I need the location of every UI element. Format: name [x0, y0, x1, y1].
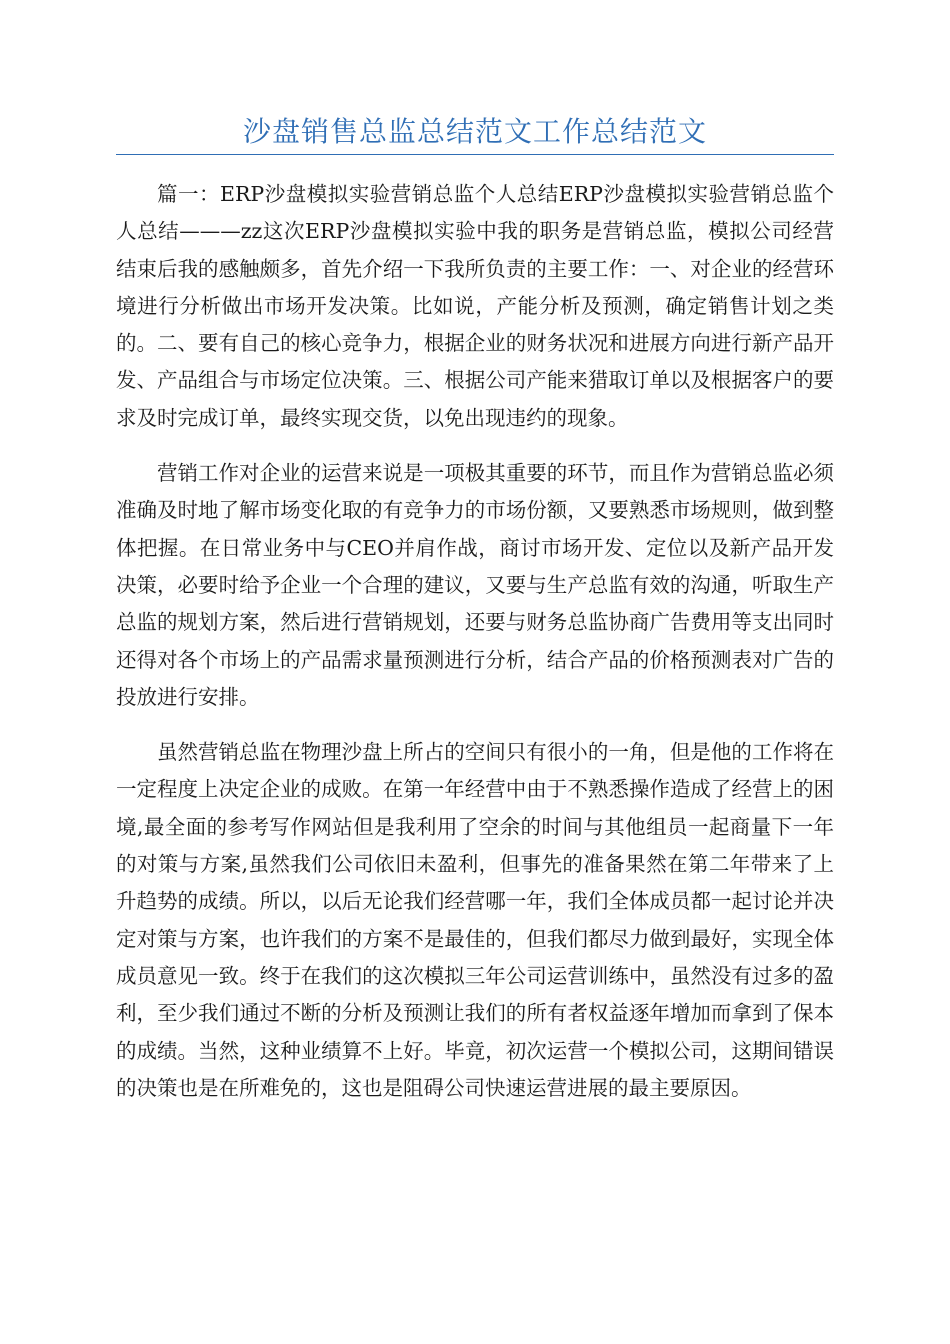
document-body: [116, 176, 834, 1125]
title-underline: [116, 154, 834, 155]
paragraph-1: 篇一：ERP沙盘模拟实验营销总监个人总结ERP沙盘模拟实验营销总监个人总结———zz这次ERP沙盘模拟实验中我的职务是营销总监，模拟公司经营结束后我的感触颇多，首先介绍一下我所负责的主要工作：一、对企业的经营环境进行分析做出市场开发决策。比如说，产能分析及预测，确定销售计划之类的。二、要有自己的核心竞争力，根据企业的财务状况和进展方向进行新产品开发、产品组合与市场定位决策。三、根据公司产能来猎取订单以及根据客户的要求及时完成订单，最终实现交货，以免出现违约的现象。: [116, 182, 834, 430]
document-title: 沙盘销售总监总结范文工作总结范文: [242, 115, 707, 148]
paragraph-2: 营销工作对企业的运营来说是一项极其重要的环节，而且作为营销总监必须准确及时地了解市场变化取的有竞争力的市场份额，又要熟悉市场规则，做到整体把握。在日常业务中与CEO并肩作战，商讨市场开发、定位以及新产品开发决策，必要时给予企业一个合理的建议，又要与生产总监有效的沟通，听取生产总监的规划方案，然后进行营销规划，还要与财务总监协商广告费用等支出同时还得对各个市场上的产品需求量预测进行分析，结合产品的价格预测表对广告的投放进行安排。: [116, 461, 834, 709]
paragraph-3: 虽然营销总监在物理沙盘上所占的空间只有很小的一角，但是他的工作将在一定程度上决定企业的成败。在第一年经营中由于不熟悉操作造成了经营上的困境,最全面的参考写作网站但是我利用了空余的时间与其他组员一起商量下一年的对策与方案,虽然我们公司依旧未盈利，但事先的准备果然在第二年带来了上升趋势的成绩。所以，以后无论我们经营哪一年，我们全体成员都一起讨论并决定对策与方案，也许我们的方案不是最佳的，但我们都尽力做到最好，实现全体成员意见一致。终于在我们的这次模拟三年公司运营训练中，虽然没有过多的盈利，至少我们通过不断的分析及预测让我们的所有者权益逐年增加而拿到了保本的成绩。当然，这种业绩算不上好。毕竟，初次运营一个模拟公司，这期间错误的决策也是在所难免的，这也是阻碍公司快速运营进展的最主要原因。: [116, 740, 834, 1100]
